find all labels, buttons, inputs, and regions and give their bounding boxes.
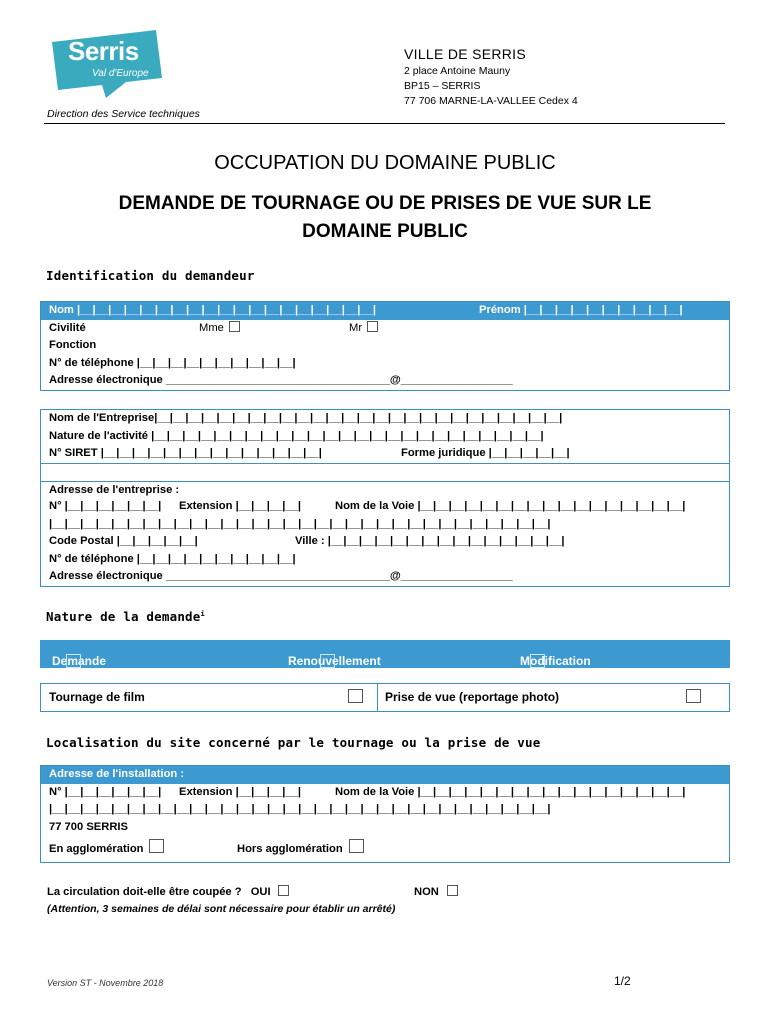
document-subtitle xyxy=(40,190,730,246)
footer-version: Version ST - Novembre 2018 xyxy=(47,978,164,988)
tournage-prise-box xyxy=(40,683,730,712)
installation-voie-suite-field[interactable]: |__|__|__|__|__|__|__|__|__|__|__|__|__|__|__|__|__|__|__|__|__|__|__|__|__|__|__|__|__|__|__|__| xyxy=(49,803,551,815)
agglomeration-row xyxy=(41,836,729,862)
renouvellement-checkbox[interactable] xyxy=(320,654,335,668)
installation-adresse-label: Adresse de l'installation : xyxy=(49,768,185,780)
mr-label: Mr xyxy=(349,321,363,334)
siret-field[interactable]: N° SIRET |__|__|__|__|__|__|__|__|__|__|__|__|__|__| xyxy=(49,447,322,459)
tournage-divider xyxy=(377,684,378,711)
circulation-question: La circulation doit-elle être coupée ? xyxy=(47,886,242,898)
prise-de-vue-checkbox-wrap[interactable] xyxy=(681,684,701,711)
nom-prenom-row xyxy=(41,302,729,320)
fonction-row[interactable] xyxy=(41,337,729,355)
subtitle-line-2: DOMAINE PUBLIC xyxy=(302,221,468,242)
entreprise-adresse-label-row xyxy=(41,481,729,499)
civilite-label: Civilité xyxy=(49,321,86,334)
oui-checkbox[interactable] xyxy=(278,885,289,896)
mr-checkbox[interactable] xyxy=(367,321,378,332)
demande-type-bar xyxy=(40,640,730,682)
entreprise-nom-field[interactable]: Nom de l'Entreprise|__|__|__|__|__|__|__|__|__|__|__|__|__|__|__|__|__|__|__|__|__|__|__|__|__|__| xyxy=(49,412,563,424)
entreprise-telephone-field[interactable]: N° de téléphone |__|__|__|__|__|__|__|__|__|__| xyxy=(49,552,296,565)
hors-agglomeration-option[interactable] xyxy=(237,836,364,862)
address-block xyxy=(404,44,578,109)
hors-agglomeration-label: Hors agglomération xyxy=(237,843,343,855)
entreprise-code-postal-field[interactable]: Code Postal |__|__|__|__|__| xyxy=(49,535,198,547)
installation-label-row xyxy=(41,766,729,784)
circulation-note: (Attention, 3 semaines de délai sont nécessaire pour établir un arrêté) xyxy=(47,903,396,915)
serris-logo xyxy=(48,28,166,100)
mme-label: Mme xyxy=(199,321,224,334)
nature-activite-row[interactable] xyxy=(41,428,729,446)
section-demande-heading-text: Nature de la demande xyxy=(46,609,201,624)
non-label: NON xyxy=(414,886,439,898)
entreprise-voie-suite-field[interactable]: |__|__|__|__|__|__|__|__|__|__|__|__|__|__|__|__|__|__|__|__|__|__|__|__|__|__|__|__|__|__|__|__| xyxy=(49,517,551,530)
logo-wordmark: Serris xyxy=(68,36,139,66)
non-checkbox[interactable] xyxy=(447,885,458,896)
forme-juridique-field[interactable]: Forme juridique |__|__|__|__|__| xyxy=(401,447,570,459)
prenom-field[interactable]: Prénom |__|__|__|__|__|__|__|__|__|__| xyxy=(479,304,683,316)
tournage-label: Tournage de film xyxy=(49,690,145,704)
installation-adresse-row xyxy=(41,784,729,802)
entreprise-spacer-row xyxy=(41,463,729,481)
entreprise-voie-field[interactable]: Nom de la Voie |__|__|__|__|__|__|__|__|__|__|__|__|__|__|__|__|__| xyxy=(335,500,686,512)
installation-cp-ville-row xyxy=(41,819,729,837)
department-label: Direction des Service techniques xyxy=(47,108,200,120)
page-number: 1/2 xyxy=(614,974,631,988)
address-line-3: 77 706 MARNE-LA-VALLEE Cedex 4 xyxy=(404,95,578,107)
agglomeration-label: En agglomération xyxy=(49,843,144,855)
installation-cp-ville: 77 700 SERRIS xyxy=(49,820,128,833)
demande-initiale-label: Demande initiale xyxy=(52,654,107,682)
entreprise-box xyxy=(40,409,730,587)
entreprise-adresse-label: Adresse de l'entreprise : xyxy=(49,483,180,496)
entreprise-telephone-row[interactable] xyxy=(41,551,729,569)
tournage-checkbox[interactable] xyxy=(348,689,363,703)
mme-option[interactable] xyxy=(199,320,240,338)
tournage-checkbox-wrap[interactable] xyxy=(343,684,363,711)
fonction-label: Fonction xyxy=(49,339,97,351)
section-demande-heading xyxy=(46,609,205,624)
prise-de-vue-checkbox[interactable] xyxy=(686,689,701,703)
installation-numero-field[interactable]: N° |__|__|__|__|__|__| xyxy=(49,785,162,798)
entreprise-voie-suite-row[interactable] xyxy=(41,516,729,534)
footnote-mark: i xyxy=(200,609,205,618)
entreprise-extension-field[interactable]: Extension |__|__|__|__| xyxy=(179,500,301,512)
email-row[interactable] xyxy=(41,372,729,390)
header-divider xyxy=(44,123,725,124)
nom-field[interactable]: Nom |__|__|__|__|__|__|__|__|__|__|__|__|__|__|__|__|__|__|__| xyxy=(49,304,377,316)
address-line-1: 2 place Antoine Mauny xyxy=(404,65,511,77)
mme-checkbox[interactable] xyxy=(229,321,240,332)
telephone-field[interactable]: N° de téléphone |__|__|__|__|__|__|__|__|__|__| xyxy=(49,356,296,369)
telephone-row[interactable] xyxy=(41,355,729,373)
prise-de-vue-label: Prise de vue (reportage photo) xyxy=(385,690,560,704)
renouvellement-label: Renouvellement xyxy=(288,654,381,668)
oui-option[interactable] xyxy=(251,886,289,898)
entreprise-ville-field[interactable]: Ville : |__|__|__|__|__|__|__|__|__|__|__|__|__|__|__| xyxy=(295,535,565,547)
modification-label: Modification xyxy=(520,654,591,668)
demande-initiale-checkbox[interactable] xyxy=(66,654,81,668)
siret-row xyxy=(41,445,729,463)
installation-voie-suite-row[interactable] xyxy=(41,801,729,819)
installation-extension-field[interactable]: Extension |__|__|__|__| xyxy=(179,785,301,798)
agglomeration-option[interactable] xyxy=(49,843,164,855)
modification-checkbox[interactable] xyxy=(530,654,545,668)
entreprise-email-field[interactable]: Adresse électronique ____________________________________@__________________ xyxy=(49,570,513,582)
email-field[interactable]: Adresse électronique ____________________________________@__________________ xyxy=(49,374,513,386)
document-title: OCCUPATION DU DOMAINE PUBLIC xyxy=(214,152,556,174)
identification-box xyxy=(40,301,730,391)
circulation-question-row xyxy=(47,885,289,898)
entreprise-adresse-row xyxy=(41,498,729,516)
civilite-row xyxy=(41,320,729,338)
entreprise-numero-field[interactable]: N° |__|__|__|__|__|__| xyxy=(49,500,162,512)
entreprise-email-row[interactable] xyxy=(41,568,729,586)
entreprise-cp-ville-row xyxy=(41,533,729,551)
subtitle-line-1: DEMANDE DE TOURNAGE OU DE PRISES DE VUE SUR LE xyxy=(118,193,652,214)
non-option[interactable] xyxy=(414,885,458,898)
mr-option[interactable] xyxy=(349,320,378,338)
oui-label: OUI xyxy=(250,886,271,898)
nature-activite-field[interactable]: Nature de l'activité |__|__|__|__|__|__|__|__|__|__|__|__|__|__|__|__|__|__|__|__|__|__|__|__|__| xyxy=(49,429,544,442)
section-identification-heading: Identification du demandeur xyxy=(46,268,255,283)
logo-tagline: Val d'Europe xyxy=(92,68,149,79)
hors-agglomeration-checkbox[interactable] xyxy=(349,839,364,853)
address-line-2: BP15 – SERRIS xyxy=(404,80,481,92)
entreprise-nom-row[interactable] xyxy=(41,410,729,428)
agglomeration-checkbox[interactable] xyxy=(149,839,164,853)
installation-voie-field[interactable]: Nom de la Voie |__|__|__|__|__|__|__|__|__|__|__|__|__|__|__|__|__| xyxy=(335,785,686,798)
localisation-box xyxy=(40,765,730,863)
address-city: VILLE DE SERRIS xyxy=(404,46,526,62)
section-localisation-heading: Localisation du site concerné par le tournage ou la prise de vue xyxy=(46,735,541,750)
